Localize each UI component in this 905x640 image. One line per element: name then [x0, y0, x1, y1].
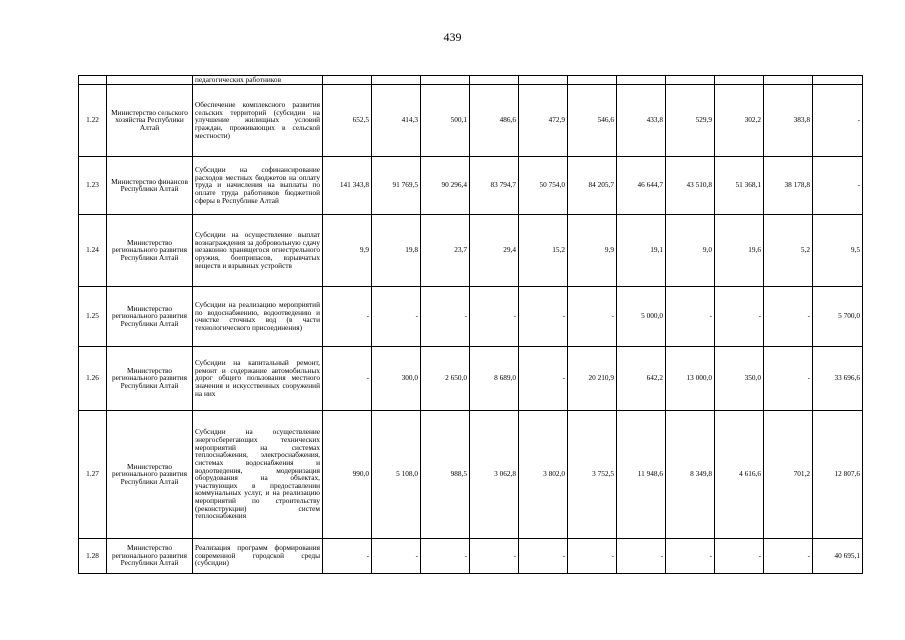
row-number-cell: 1.26: [79, 346, 107, 410]
value-cell: 23,7: [421, 214, 470, 286]
value-cell: -: [568, 286, 617, 346]
value-cell: -: [764, 346, 813, 410]
value-cell: 383,8: [764, 84, 813, 156]
value-cell: 15,2: [519, 214, 568, 286]
row-number-cell: 1.24: [79, 214, 107, 286]
value-cell: 529,9: [666, 84, 715, 156]
value-cell: -: [813, 156, 863, 214]
value-cell: -: [470, 286, 519, 346]
value-cell: -: [519, 538, 568, 573]
value-cell: 38 178,8: [764, 156, 813, 214]
value-cell: 5 108,0: [372, 410, 421, 538]
value-cell: [519, 76, 568, 85]
value-cell: 83 794,7: [470, 156, 519, 214]
value-cell: [764, 76, 813, 85]
value-cell: [323, 76, 372, 85]
value-cell: 29,4: [470, 214, 519, 286]
organization-cell: Министерство регионального развития Республики Алтай: [107, 410, 193, 538]
value-cell: [372, 76, 421, 85]
organization-cell: Министерство регионального развития Республики Алтай: [107, 214, 193, 286]
page-number: 439: [443, 30, 462, 44]
value-cell: 433,8: [617, 84, 666, 156]
table-row: [79, 214, 863, 286]
value-cell: 8 689,0: [470, 346, 519, 410]
value-cell: 9,0: [666, 214, 715, 286]
value-cell: 19,6: [715, 214, 764, 286]
value-cell: -: [519, 286, 568, 346]
value-cell: 19,8: [372, 214, 421, 286]
value-cell: 46 644,7: [617, 156, 666, 214]
value-cell: [617, 76, 666, 85]
value-cell: 500,1: [421, 84, 470, 156]
value-cell: 8 349,8: [666, 410, 715, 538]
value-cell: 414,3: [372, 84, 421, 156]
organization-cell: Министерство регионального развития Республики Алтай: [107, 346, 193, 410]
description-cell: Обеспечение комплексного развития сельских территорий (субсидии на улучшение жилищных условий граждан, проживающих в сельской местности): [193, 84, 323, 156]
organization-cell: Министерство финансов Республики Алтай: [107, 156, 193, 214]
value-cell: -: [715, 286, 764, 346]
value-cell: [470, 76, 519, 85]
value-cell: 40 695,1: [813, 538, 863, 573]
description-cell: Субсидии на осуществление выплат вознаграждения за добровольную сдачу незаконно хранящегося огнестрельного оружия, боеприпасов, взрывчатых веществ и взрывных устройств: [193, 214, 323, 286]
value-cell: 20 210,9: [568, 346, 617, 410]
organization-cell: Министерство регионального развития Республики Алтай: [107, 538, 193, 573]
value-cell: 990,0: [323, 410, 372, 538]
value-cell: 300,0: [372, 346, 421, 410]
value-cell: -: [666, 538, 715, 573]
table-row: [79, 76, 863, 85]
value-cell: -: [470, 538, 519, 573]
value-cell: 546,6: [568, 84, 617, 156]
description-cell: Субсидии на реализацию мероприятий по водоснабжению, водоотведению и очистке сточных вод (в части технологического присоединения): [193, 286, 323, 346]
value-cell: -: [519, 346, 568, 410]
value-cell: 350,0: [715, 346, 764, 410]
value-cell: 9,9: [323, 214, 372, 286]
organization-cell: Министерство сельского хозяйства Республики Алтай: [107, 84, 193, 156]
value-cell: 472,9: [519, 84, 568, 156]
table-row: [79, 410, 863, 538]
value-cell: 988,5: [421, 410, 470, 538]
value-cell: -: [568, 538, 617, 573]
value-cell: 652,5: [323, 84, 372, 156]
value-cell: 13 000,0: [666, 346, 715, 410]
row-number-cell: 1.25: [79, 286, 107, 346]
description-cell: Субсидии на софинансирование расходов местных бюджетов на оплату труда и начисления на выплаты по оплате труда работников бюджетной сферы в Республике Алтай: [193, 156, 323, 214]
value-cell: 43 510,8: [666, 156, 715, 214]
value-cell: 3 062,8: [470, 410, 519, 538]
value-cell: -: [764, 538, 813, 573]
value-cell: -: [421, 538, 470, 573]
value-cell: [666, 76, 715, 85]
value-cell: 642,2: [617, 346, 666, 410]
table-row: [79, 538, 863, 573]
value-cell: 486,6: [470, 84, 519, 156]
value-cell: [568, 76, 617, 85]
row-number-cell: 1.27: [79, 410, 107, 538]
value-cell: -: [666, 286, 715, 346]
value-cell: -: [617, 538, 666, 573]
table-body: [79, 76, 863, 574]
table-row: [79, 84, 863, 156]
subsidies-table: [78, 75, 863, 574]
value-cell: 302,2: [715, 84, 764, 156]
value-cell: 4 616,6: [715, 410, 764, 538]
value-cell: -: [813, 84, 863, 156]
value-cell: 141 343,8: [323, 156, 372, 214]
organization-cell: [107, 76, 193, 85]
row-number-cell: [79, 76, 107, 85]
value-cell: [813, 76, 863, 85]
value-cell: 2 650,0: [421, 346, 470, 410]
row-number-cell: 1.28: [79, 538, 107, 573]
value-cell: -: [323, 286, 372, 346]
value-cell: 33 696,6: [813, 346, 863, 410]
value-cell: -: [323, 538, 372, 573]
value-cell: 5 700,0: [813, 286, 863, 346]
value-cell: -: [323, 346, 372, 410]
table-row: [79, 156, 863, 214]
value-cell: 12 807,6: [813, 410, 863, 538]
value-cell: 3 752,5: [568, 410, 617, 538]
value-cell: 19,1: [617, 214, 666, 286]
value-cell: 5,2: [764, 214, 813, 286]
value-cell: 51 368,1: [715, 156, 764, 214]
value-cell: [421, 76, 470, 85]
description-cell: педагогических работников: [193, 76, 323, 85]
table-row: [79, 286, 863, 346]
row-number-cell: 1.23: [79, 156, 107, 214]
description-cell: Субсидии на капитальный ремонт, ремонт и содержание автомобильных дорог общего пользования местного значения и искусственных сооружений на них: [193, 346, 323, 410]
value-cell: -: [764, 286, 813, 346]
row-number-cell: 1.22: [79, 84, 107, 156]
description-cell: Реализация программ формирования современной городской среды (субсидии): [193, 538, 323, 573]
value-cell: 90 296,4: [421, 156, 470, 214]
value-cell: -: [715, 538, 764, 573]
value-cell: 91 769,5: [372, 156, 421, 214]
table-row: [79, 346, 863, 410]
value-cell: 9,5: [813, 214, 863, 286]
value-cell: 9,9: [568, 214, 617, 286]
value-cell: 701,2: [764, 410, 813, 538]
value-cell: -: [372, 286, 421, 346]
value-cell: 50 754,0: [519, 156, 568, 214]
value-cell: 11 948,6: [617, 410, 666, 538]
value-cell: 5 000,0: [617, 286, 666, 346]
value-cell: 3 802,0: [519, 410, 568, 538]
value-cell: -: [421, 286, 470, 346]
value-cell: 84 205,7: [568, 156, 617, 214]
value-cell: [715, 76, 764, 85]
value-cell: -: [372, 538, 421, 573]
description-cell: Субсидии на осуществление энергосберегающих технических мероприятий на системах теплоснабжения, электроснабжения, системах водоснабжения и водоотведения, модернизация оборудования на объектах, участвующих в предоставлении коммунальных услуг, и на реализацию мероприятий по строительству (реконструкции) систем теплоснабжения: [193, 410, 323, 538]
organization-cell: Министерство регионального развития Республики Алтай: [107, 286, 193, 346]
